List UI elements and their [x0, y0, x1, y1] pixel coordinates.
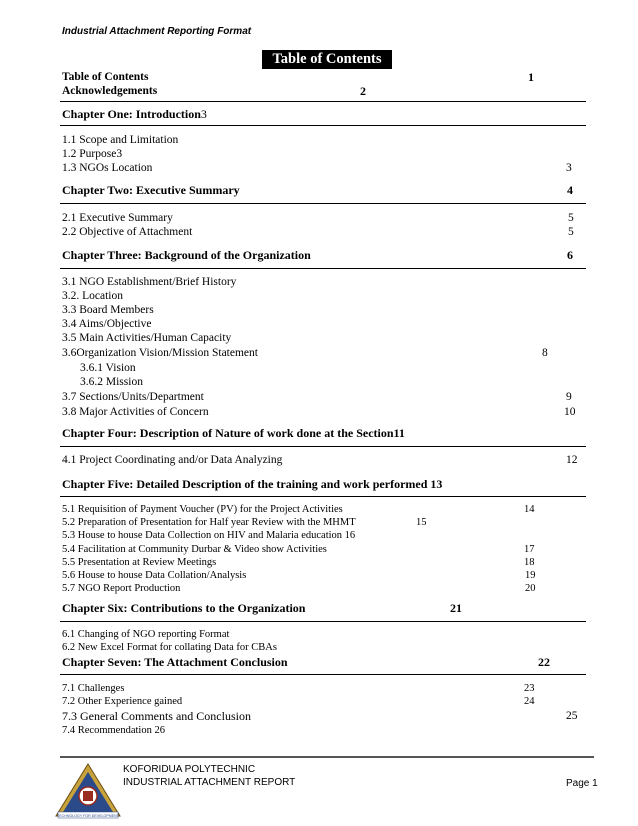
- divider: [60, 125, 586, 126]
- toc-entry-page: 19: [525, 570, 536, 581]
- toc-entry-title: 4.1 Project Coordinating and/or Data Analyzing: [62, 454, 283, 466]
- toc-entry-title: Acknowledgements: [62, 85, 158, 97]
- divider: [60, 496, 586, 497]
- toc-entry-title: 6.1 Changing of NGO reporting Format: [62, 629, 230, 640]
- toc-entry: 5.3 House to house Data Collection on HIV and Malaria education 16: [62, 530, 356, 541]
- toc-entry-page: 15: [416, 517, 427, 528]
- toc-entry-page: 5: [568, 212, 574, 224]
- toc-entry-title: 3.8 Major Activities of Concern: [62, 406, 209, 418]
- toc-entry-title: 3.4 Aims/Objective: [62, 318, 152, 330]
- toc-entry-title: 7.2 Other Experience gained: [62, 696, 183, 707]
- toc-entry-page: 8: [542, 347, 548, 359]
- toc-entry-page: 9: [566, 391, 572, 403]
- footer-page-number: Page 1: [566, 778, 598, 789]
- chapter-page: 6: [567, 248, 573, 262]
- toc-entry-title: 3.1 NGO Establishment/Brief History: [62, 276, 237, 288]
- toc-entry-title: 5.7 NGO Report Production: [62, 583, 181, 594]
- toc-entry-page: 17: [524, 544, 535, 555]
- chapter-page: 4: [567, 183, 573, 197]
- toc-entry-title: 3.2. Location: [62, 290, 123, 302]
- toc-entry-title: 2.1 Executive Summary: [62, 212, 173, 224]
- chapter-page: 22: [538, 655, 550, 669]
- toc-entry: 7.4 Recommendation 26: [62, 725, 165, 736]
- footer-rule: [60, 756, 594, 758]
- toc-entry-title: 5.2 Preparation of Presentation for Half year Review with the MHMT: [62, 517, 356, 528]
- toc-entry-page: 1: [528, 70, 534, 84]
- polytechnic-logo-icon: [54, 762, 122, 820]
- toc-entry-title: 5.1 Requisition of Payment Voucher (PV) for the Project Activities: [62, 504, 343, 515]
- toc-entry-page: 10: [564, 406, 576, 418]
- toc-entry-page: 18: [524, 557, 535, 568]
- toc-entry-title: 7.1 Challenges: [62, 683, 125, 694]
- divider: [60, 621, 586, 622]
- toc-entry-title: 3.7 Sections/Units/Department: [62, 391, 204, 403]
- toc-entry-title: 3.5 Main Activities/Human Capacity: [62, 332, 232, 344]
- chapter-heading: Chapter Four: Description of Nature of work done at the Section11: [62, 426, 405, 440]
- toc-entry: 1.2 Purpose3: [62, 148, 123, 160]
- toc-entry-page: 23: [524, 683, 535, 694]
- toc-entry-page: 24: [524, 696, 535, 707]
- footer-report-name: INDUSTRIAL ATTACHMENT REPORT: [123, 777, 296, 788]
- toc-entry-title: 3.6.2 Mission: [80, 376, 143, 388]
- chapter-heading: Chapter Three: Background of the Organization: [62, 248, 311, 262]
- toc-entry-title: Table of Contents: [62, 71, 149, 83]
- toc-entry-title: 7.3 General Comments and Conclusion: [62, 709, 251, 723]
- toc-entry-page: 2: [360, 84, 366, 98]
- toc-heading: Table of Contents: [262, 50, 392, 69]
- toc-entry-title: 3.6.1 Vision: [80, 362, 136, 374]
- chapter-heading: Chapter One: Introduction3: [62, 107, 207, 121]
- toc-entry-page: 14: [524, 504, 535, 515]
- chapter-heading: Chapter Two: Executive Summary: [62, 183, 240, 197]
- toc-entry-title: 3.6Organization Vision/Mission Statement: [62, 347, 258, 359]
- toc-entry-title: 5.4 Facilitation at Community Durbar & Video show Activities: [62, 544, 327, 555]
- toc-entry-page: 12: [566, 454, 578, 466]
- chapter-heading: Chapter Five: Detailed Description of the training and work performed 13: [62, 477, 443, 491]
- toc-entry-title: 1.1 Scope and Limitation: [62, 134, 179, 146]
- toc-entry-title: 5.5 Presentation at Review Meetings: [62, 557, 217, 568]
- page-header: Industrial Attachment Reporting Format: [62, 26, 252, 37]
- toc-entry-title: 5.6 House to house Data Collation/Analysis: [62, 570, 247, 581]
- divider: [60, 101, 586, 102]
- toc-entry-title: 2.2 Objective of Attachment: [62, 226, 193, 238]
- footer-institution: KOFORIDUA POLYTECHNIC: [123, 764, 256, 775]
- toc-entry-page: 20: [525, 583, 536, 594]
- divider: [60, 674, 586, 675]
- divider: [60, 268, 586, 269]
- logo-motto: TECHNOLOGY FOR DEVELOPMENT: [57, 814, 119, 818]
- toc-entry-title: 6.2 New Excel Format for collating Data for CBAs: [62, 642, 277, 653]
- toc-entry-title: 3.3 Board Members: [62, 304, 154, 316]
- chapter-page: 21: [450, 601, 462, 615]
- divider: [60, 203, 586, 204]
- divider: [60, 446, 586, 447]
- toc-entry-page: 3: [566, 162, 572, 174]
- chapter-heading: Chapter Six: Contributions to the Organization: [62, 601, 306, 615]
- toc-entry-page: 5: [568, 226, 574, 238]
- toc-entry-page: 25: [566, 710, 578, 722]
- chapter-heading: Chapter Seven: The Attachment Conclusion: [62, 655, 288, 669]
- toc-entry-title: 1.3 NGOs Location: [62, 162, 153, 174]
